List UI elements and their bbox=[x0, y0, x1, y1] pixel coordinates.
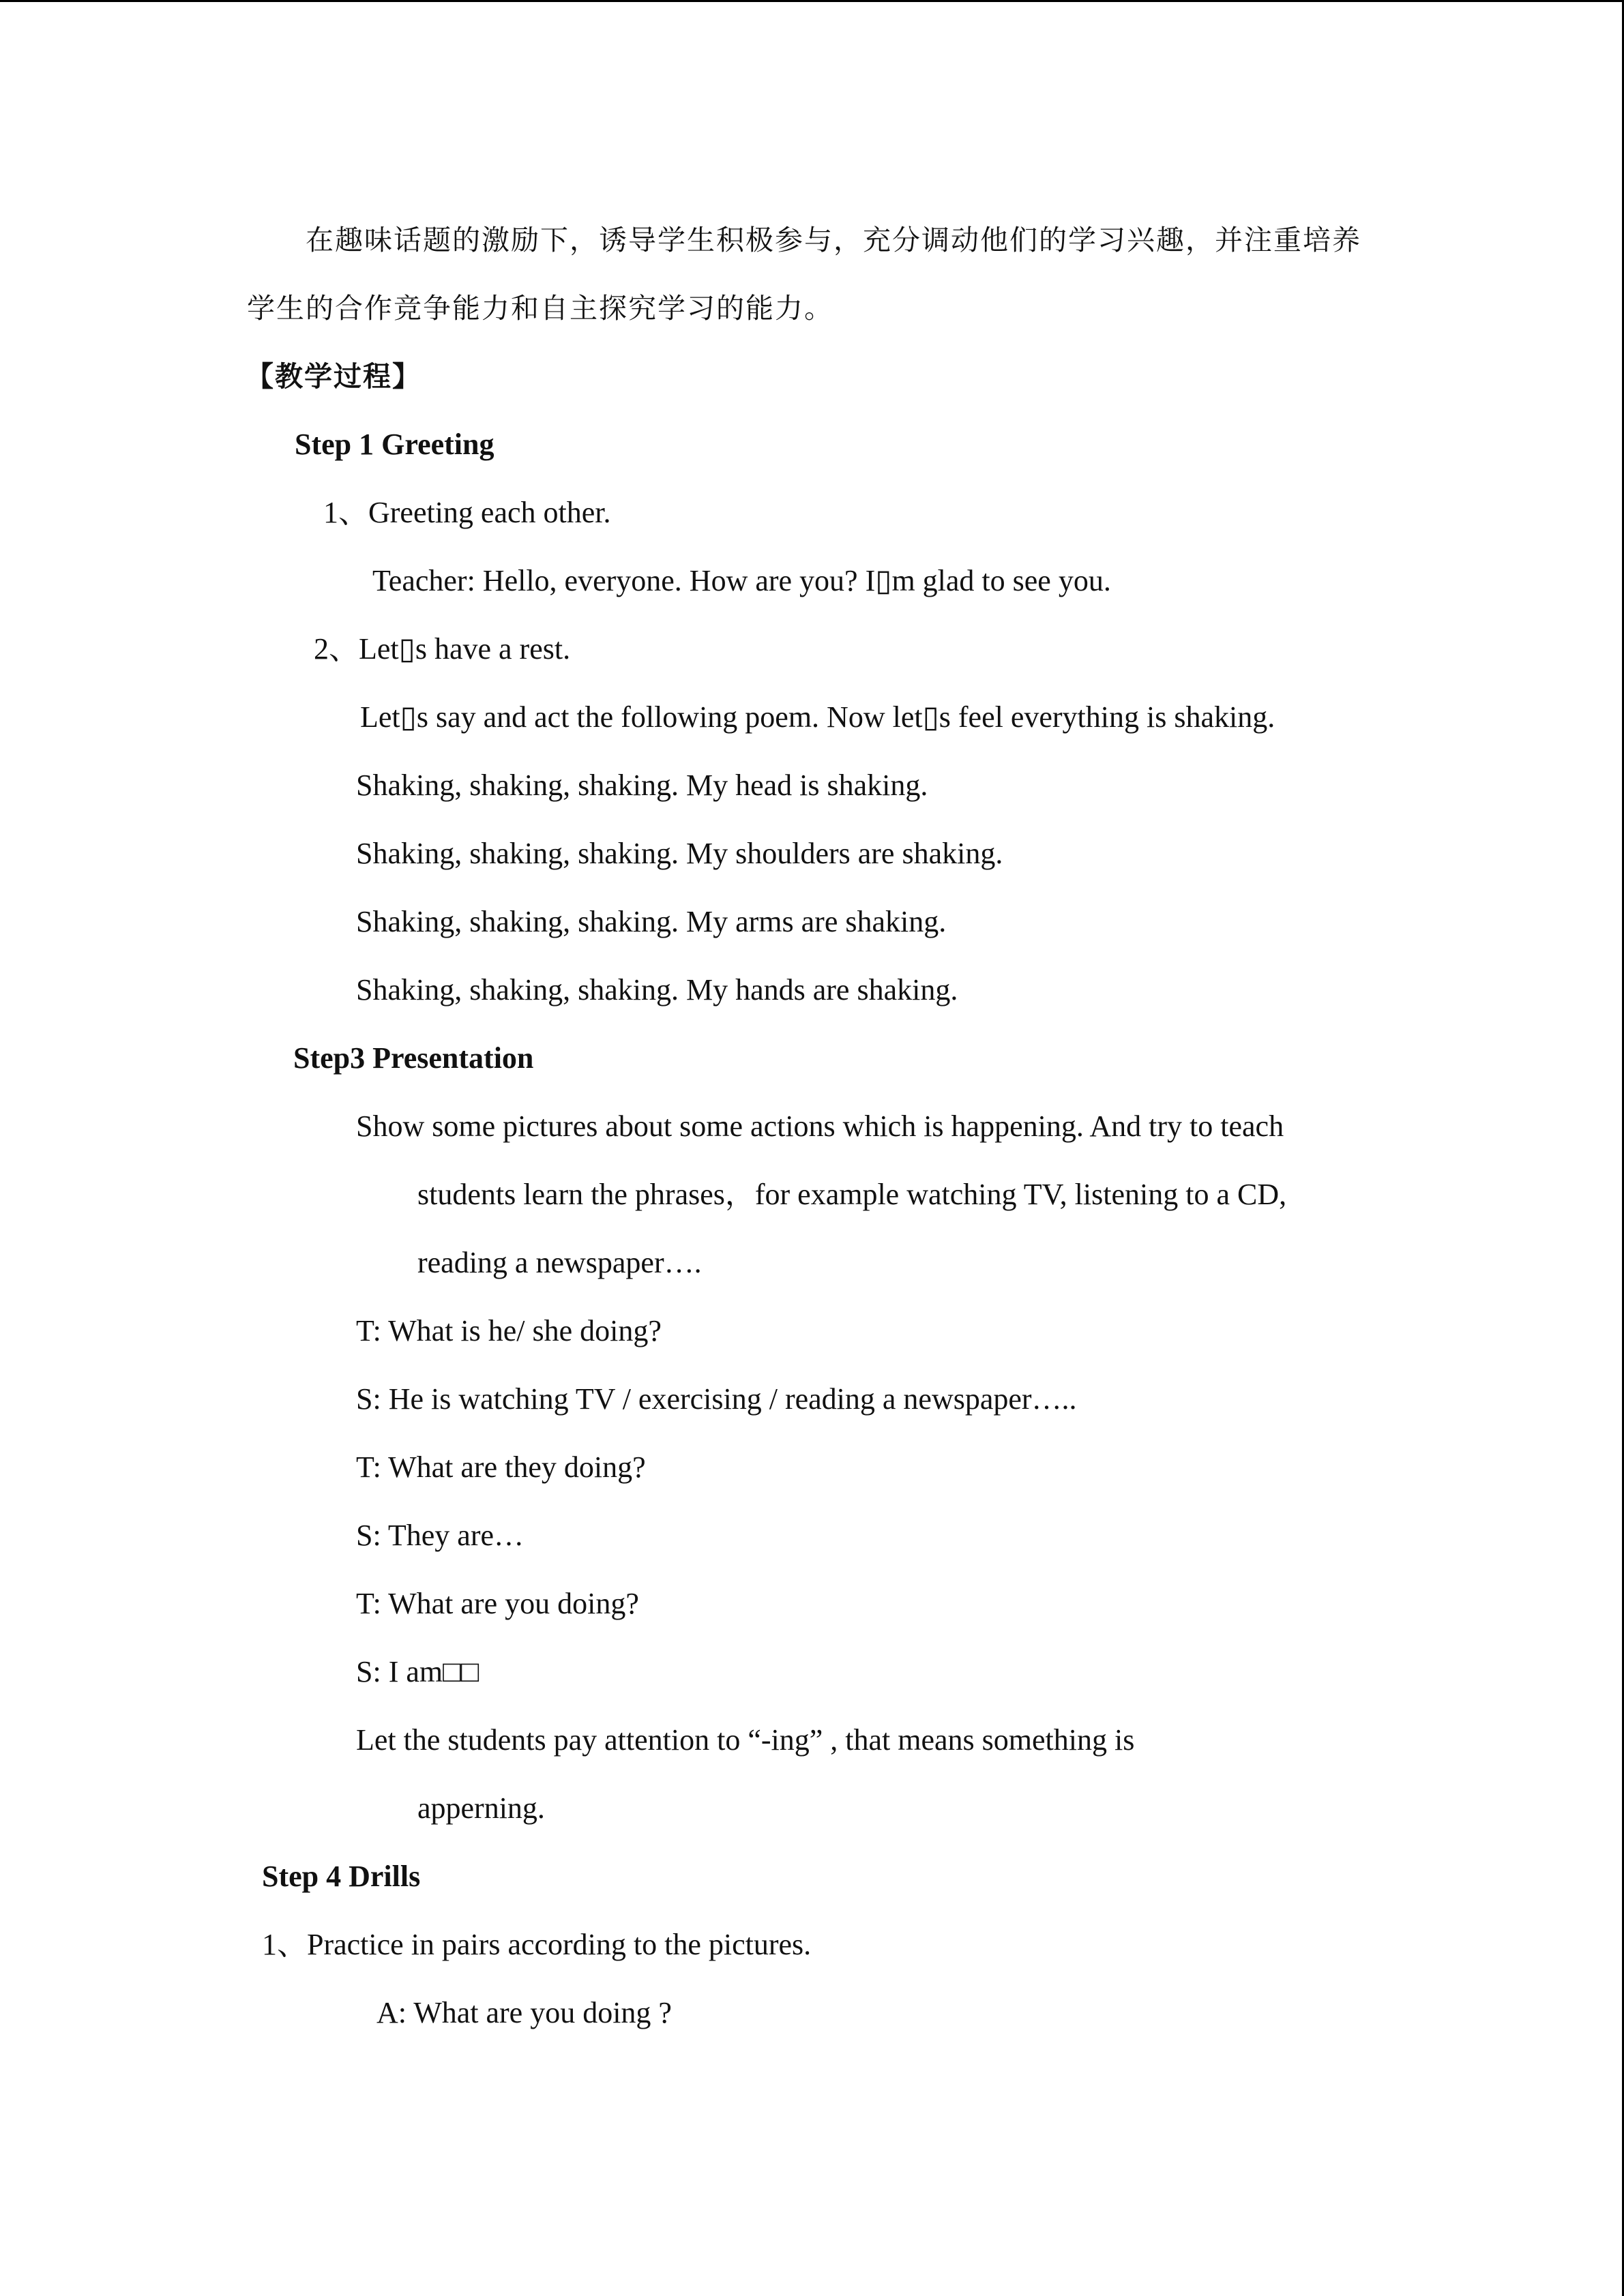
intro-line-1: 在趣味话题的激励下，诱导学生积极参与，充分调动他们的学习兴趣，并注重培养 bbox=[306, 224, 1361, 256]
step3-desc-line-1: Show some pictures about some actions which is happening. And try to teach bbox=[356, 1109, 1284, 1143]
step1-item-2: 2、Let▯s have a rest. bbox=[314, 632, 571, 666]
poem-line-2: Shaking, shaking, shaking. My shoulders are shaking. bbox=[356, 837, 1003, 870]
step4-item-1: 1、Practice in pairs according to the pictures. bbox=[262, 1928, 812, 1961]
step4-dialogue-a: A: What are you doing ? bbox=[377, 1996, 672, 2029]
step1-item-1: 1、Greeting each other. bbox=[323, 496, 611, 529]
step3-heading: Step3 Presentation bbox=[293, 1041, 534, 1075]
dialogue-line-5: T: What are you doing? bbox=[356, 1587, 639, 1620]
dialogue-line-2: S: He is watching TV / exercising / reading a newspaper….. bbox=[356, 1382, 1077, 1416]
step1-teacher-line: Teacher: Hello, everyone. How are you? I▯m glad to see you. bbox=[372, 564, 1111, 597]
step3-note-line-1: Let the students pay attention to “-ing” , that means something is bbox=[356, 1723, 1135, 1757]
section-title: 【教学过程】 bbox=[246, 360, 422, 393]
poem-line-3: Shaking, shaking, shaking. My arms are shaking. bbox=[356, 905, 947, 938]
step3-desc-line-2: students learn the phrases，for example watching TV, listening to a CD, bbox=[417, 1178, 1287, 1211]
dialogue-line-6: S: I am□□ bbox=[356, 1655, 479, 1688]
step4-heading: Step 4 Drills bbox=[262, 1860, 421, 1893]
dialogue-line-3: T: What are they doing? bbox=[356, 1450, 646, 1484]
page-border-top bbox=[0, 0, 1624, 2]
poem-line-4: Shaking, shaking, shaking. My hands are shaking. bbox=[356, 973, 958, 1007]
step1-poem-intro: Let▯s say and act the following poem. Now let▯s feel everything is shaking. bbox=[360, 700, 1275, 734]
poem-line-1: Shaking, shaking, shaking. My head is shaking. bbox=[356, 769, 928, 802]
step3-desc-line-3: reading a newspaper…. bbox=[417, 1246, 702, 1279]
dialogue-line-1: T: What is he/ she doing? bbox=[356, 1314, 662, 1347]
step1-heading: Step 1 Greeting bbox=[295, 428, 494, 461]
step3-note-line-2: apperning. bbox=[417, 1791, 545, 1825]
dialogue-line-4: S: They are… bbox=[356, 1519, 525, 1552]
intro-line-2: 学生的合作竞争能力和自主探究学习的能力。 bbox=[247, 292, 833, 325]
